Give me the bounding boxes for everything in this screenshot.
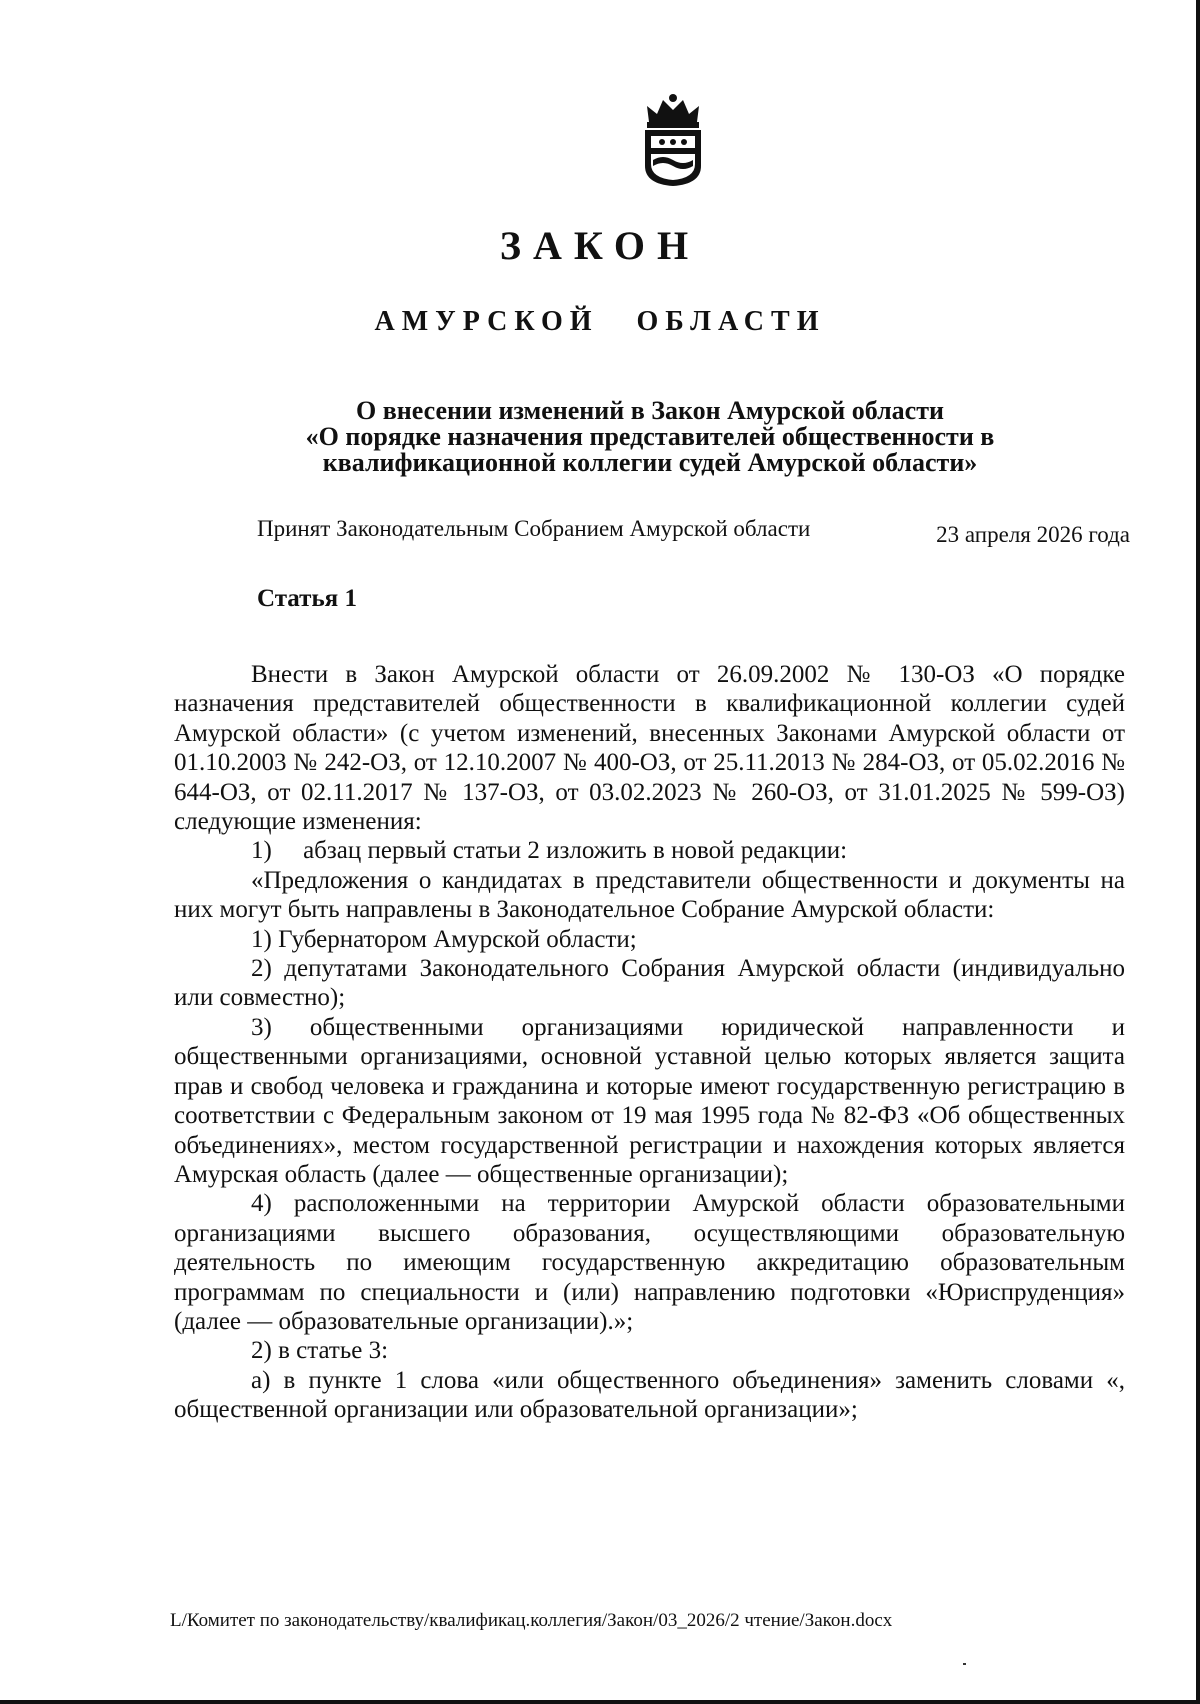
adoption-text: Принят Законодательным Собранием Амурской области: [257, 516, 811, 541]
paragraph: а) в пункте 1 слова «или общественного объединения» заменить словами «, общественной организации или образовательной организации»;: [174, 1366, 1125, 1424]
paragraph: 1) Губернатором Амурской области;: [251, 925, 637, 953]
scan-speck: [963, 1663, 966, 1665]
paragraph: Внести в Закон Амурской области от 26.09.2002 № 130-ОЗ «О порядке назначения представителей общественности в квалификационной коллегии судей Амурской области» (с учетом изменений, внесенных Законами Амурской области от 01.10.2003 № 242-ОЗ, от 12.10.2007 № 400-ОЗ, от 25.11.2013 № 284-ОЗ, от 05.02.2016 № 644-ОЗ, от 02.11.2017 № 137-ОЗ, от 03.02.2023 № 260-ОЗ, от 31.01.2025 № 599-ОЗ) следующие изменения:: [174, 661, 1125, 836]
paragraph: 2) в статье 3:: [251, 1337, 389, 1365]
subject-line-1: О внесении изменений в Закон Амурской области: [356, 396, 944, 425]
scan-edge-bottom: [0, 1700, 1200, 1704]
law-title: ЗАКОН: [499, 223, 701, 268]
article-body: [174, 660, 1125, 1425]
article-heading: Статья 1: [257, 585, 357, 612]
paragraph: 3) общественными организациями юридической направленности и общественными организациями, основной уставной целью которых является защита прав и свобод человека и гражданина и которые имеют государственную регистрацию в соответствии с Федеральным законом от 19 мая 1995 года № 82-ФЗ «Об общественных объединениях», местом государственной регистрации и нахождения которых является Амурская область (далее — общественные организации);: [174, 1013, 1125, 1188]
region-title: АМУРСКОЙ ОБЛАСТИ: [374, 306, 826, 337]
subject-line-2: «О порядке назначения представителей общественности в: [305, 422, 995, 451]
paragraph: 2) депутатами Законодательного Собрания Амурской области (индивидуально или совместно);: [174, 955, 1125, 1012]
law-subject: [200, 398, 1100, 476]
scan-edge-right: [1196, 0, 1200, 1704]
coat-of-arms-icon: [635, 92, 711, 188]
adoption-date: 23 апреля 2026 года: [936, 522, 1130, 547]
subject-line-3: квалификационной коллегии судей Амурской области»: [322, 448, 978, 477]
paragraph: 1) абзац первый статьи 2 изложить в новой редакции:: [251, 837, 848, 865]
paragraph: 4) расположенными на территории Амурской области образовательными организациями высшего образования, осуществляющими образовательную деятельность по имеющим государственную аккредитацию образовательным программам по специальности и (или) направлению подготовки «Юриспруденция» (далее — образовательные организации).»;: [174, 1190, 1125, 1335]
file-path-footer: L/Комитет по законодательству/квалификац.коллегия/Закон/03_2026/2 чтение/Закон.docx: [170, 1610, 893, 1631]
paragraph: «Предложения о кандидатах в представители общественности и документы на них могут быть направлены в Законодательное Собрание Амурской области:: [174, 866, 1125, 924]
